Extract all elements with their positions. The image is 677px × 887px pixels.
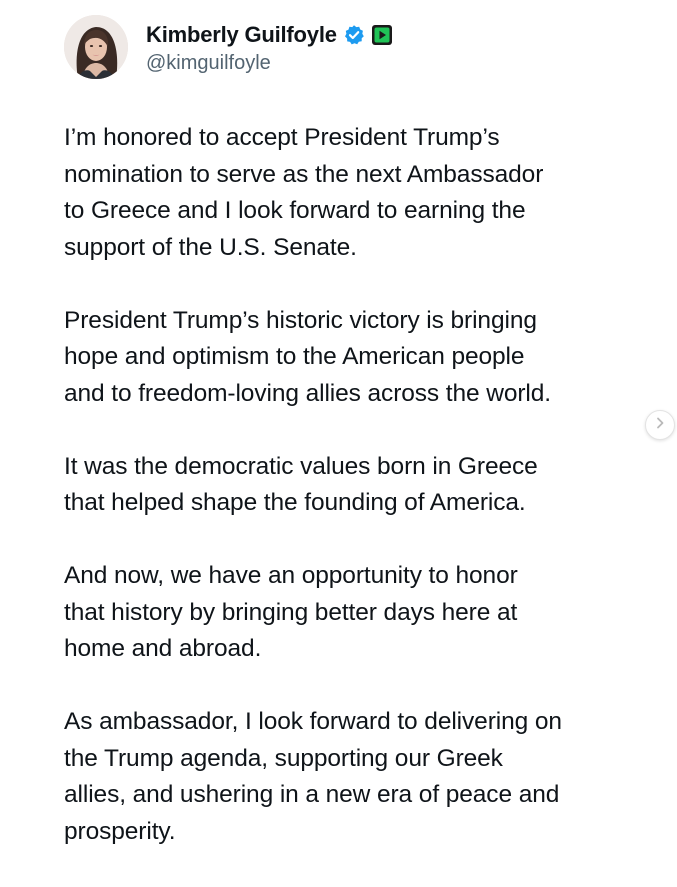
post-paragraph: It was the democratic values born in Greece that helped shape the founding of America. (64, 452, 538, 516)
display-name[interactable]: Kimberly Guilfoyle (146, 21, 337, 47)
post-paragraph: I’m honored to accept President Trump’s nomination to serve as the next Ambassador to Greece and I look forward to earning the support of the U.S. Senate. (64, 124, 544, 261)
post-paragraph: And now, we have an opportunity to honor that history by bringing better days here at home and abroad. (64, 562, 518, 662)
post-paragraph: As ambassador, I look forward to delivering on the Trump agenda, supporting our Greek allies, and ushering in a new era of peace and prosperity. (64, 708, 562, 845)
post-text (64, 120, 644, 887)
account-handle[interactable]: @kimguilfoyle (146, 51, 271, 74)
verified-check-icon (343, 24, 365, 46)
post-header (64, 12, 393, 82)
next-slide-button[interactable] (645, 410, 675, 440)
play-badge-icon (371, 24, 393, 46)
chevron-right-icon (653, 416, 667, 435)
account-identity (146, 20, 393, 75)
name-row (146, 20, 393, 50)
avatar[interactable] (64, 15, 128, 79)
post-paragraph: President Trump’s historic victory is bringing hope and optimism to the American people and to freedom-loving allies across the world. (64, 306, 552, 407)
